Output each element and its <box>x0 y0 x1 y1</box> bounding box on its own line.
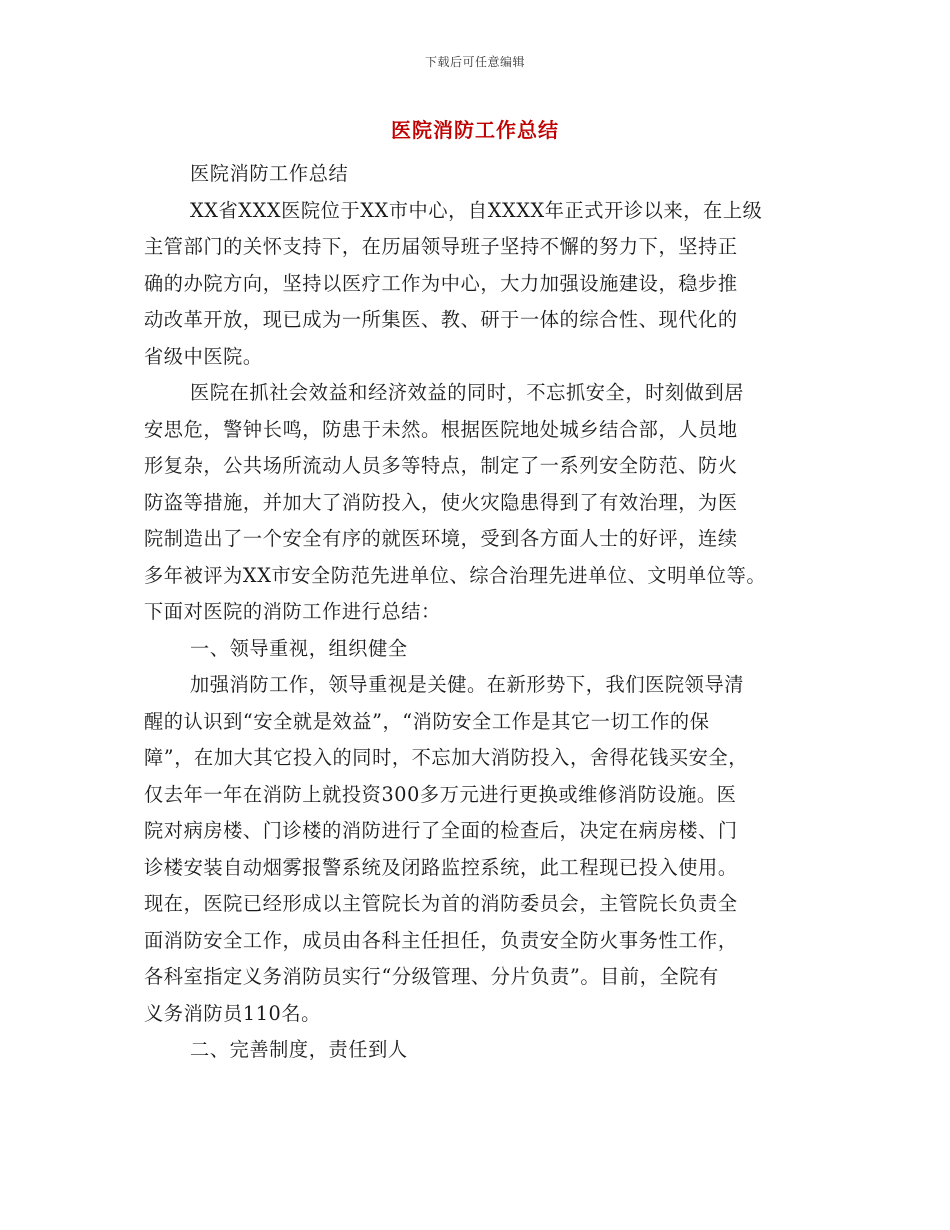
paragraph-line: 省级中医院。 <box>144 344 263 368</box>
paragraph-line: 仅去年一年在消防上就投资300多万元进行更换或维修消防设施。医 <box>144 782 737 806</box>
section-heading-1: 一、领导重视，组织健全 <box>190 636 408 660</box>
paragraph-line: 诊楼安装自动烟雾报警系统及闭路监控系统，此工程现已投入使用。 <box>144 855 738 879</box>
paragraph-line: 下面对医院的消防工作进行总结： <box>144 600 441 623</box>
paragraph-line: 面消防安全工作，成员由各科主任担任，负责安全防火事务性工作， <box>144 928 738 952</box>
paragraph-line: 现在，医院已经形成以主管院长为首的消防委员会，主管院长负责全 <box>144 892 738 915</box>
paragraph-line: 醒的认识到“安全就是效益”，“消防安全工作是其它一切工作的保 <box>144 709 710 733</box>
paragraph-line: 多年被评为XX市安全防范先进单位、综合治理先进单位、文明单位等。 <box>144 563 767 587</box>
paragraph-line: 防盗等措施，并加大了消防投入，使火灾隐患得到了有效治理，为医 <box>144 490 738 514</box>
paragraph-line: 障”，在加大其它投入的同时，不忘加大消防投入，舍得花钱买安全， <box>144 746 749 769</box>
paragraph-line: 动改革开放，现已成为一所集医、教、研于一体的综合性、现代化的 <box>144 308 738 331</box>
paragraph-line: 安思危，警钟长鸣，防患于未然。根据医院地处城乡结合部，人员地 <box>144 417 738 441</box>
paragraph-line: 确的办院方向，坚持以医疗工作为中心，大力加强设施建设，稳步推 <box>144 271 738 295</box>
document-body <box>144 156 824 1069</box>
paragraph-line: 医院在抓社会效益和经济效益的同时，不忘抓安全，时刻做到居 <box>190 381 745 404</box>
page-header-note: 下载后可任意编辑 <box>424 55 525 69</box>
paragraph-line: 形复杂，公共场所流动人员多等特点，制定了一系列安全防范、防火 <box>144 454 738 477</box>
paragraph-line: 院对病房楼、门诊楼的消防进行了全面的检查后，决定在病房楼、门 <box>144 819 738 842</box>
paragraph-line: 院制造出了一个安全有序的就医环境，受到各方面人士的好评，连续 <box>144 527 738 550</box>
section-heading-2: 二、完善制度，责任到人 <box>190 1038 408 1061</box>
document-title: 医院消防工作总结 <box>391 118 559 142</box>
paragraph-line: 加强消防工作，领导重视是关健。在新形势下，我们医院领导清 <box>190 673 745 696</box>
paragraph-line: 各科室指定义务消防员实行“分级管理、分片负责”。目前，全院有 <box>144 965 719 988</box>
paragraph-line: 主管部门的关怀支持下，在历届领导班子坚持不懈的努力下，坚持正 <box>144 235 738 258</box>
subtitle-line: 医院消防工作总结 <box>190 162 349 185</box>
paragraph-line: 义务消防员110名。 <box>144 1001 321 1025</box>
paragraph-line: XX省XXX医院位于XX市中心，自XXXX年正式开诊以来，在上级 <box>190 198 763 222</box>
